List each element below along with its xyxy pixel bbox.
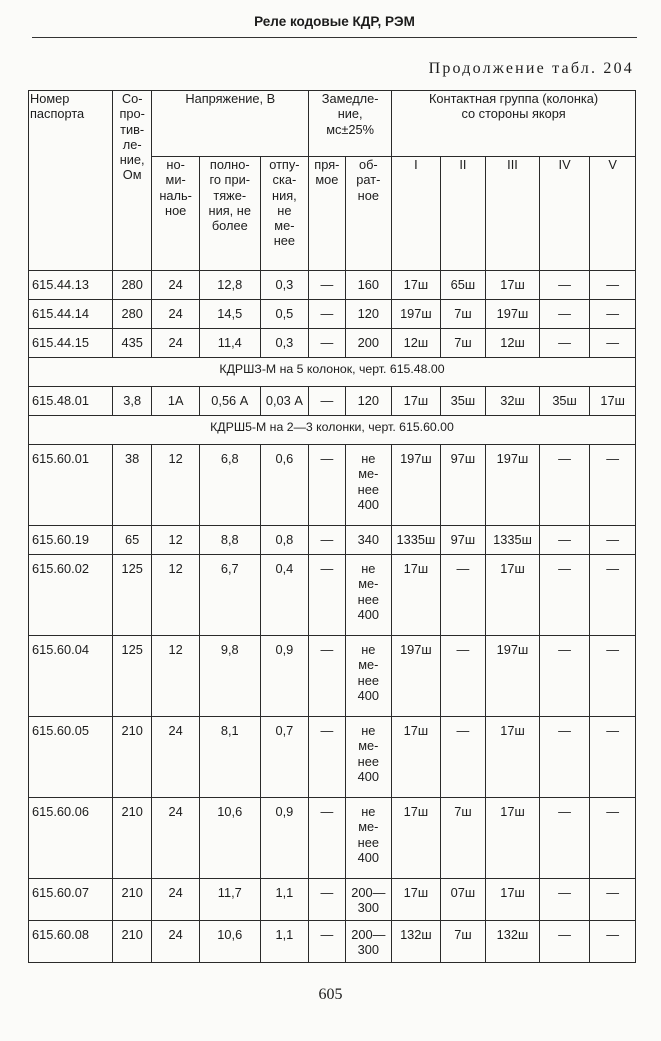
cell-contact-3: 17ш bbox=[486, 271, 540, 300]
table-row bbox=[29, 300, 636, 329]
cell-resistance: 435 bbox=[112, 329, 151, 358]
cell-delay-reverse bbox=[345, 879, 392, 921]
cell-voltage-nominal: 24 bbox=[152, 879, 200, 921]
col-header-resistance bbox=[112, 91, 151, 271]
cell-passport: 615.60.04 bbox=[29, 636, 113, 717]
cell-voltage-pickup: 8,8 bbox=[199, 526, 260, 555]
cell-passport: 615.48.01 bbox=[29, 387, 113, 416]
section-row bbox=[29, 416, 636, 445]
header-line: но- bbox=[166, 157, 185, 172]
cell-contact-3: 197ш bbox=[486, 300, 540, 329]
cell-contact-3: 17ш bbox=[486, 717, 540, 798]
cell-contact-4: — bbox=[539, 555, 590, 636]
cell-line: не bbox=[361, 642, 376, 657]
col-header-contact-2: II bbox=[440, 157, 486, 271]
header-line: мое bbox=[315, 172, 339, 188]
cell-contact-1: 197ш bbox=[392, 445, 441, 526]
cell-voltage-release: 0,03 А bbox=[260, 387, 309, 416]
cell-voltage-pickup: 14,5 bbox=[199, 300, 260, 329]
cell-voltage-nominal: 24 bbox=[152, 300, 200, 329]
cell-voltage-release: 0,4 bbox=[260, 555, 309, 636]
cell-voltage-pickup: 12,8 bbox=[199, 271, 260, 300]
table-row bbox=[29, 921, 636, 963]
table-continuation-label: Продолжение табл. 204 bbox=[428, 60, 634, 77]
cell-voltage-nominal: 24 bbox=[152, 271, 200, 300]
cell-passport: 615.60.02 bbox=[29, 555, 113, 636]
cell-voltage-pickup: 6,7 bbox=[199, 555, 260, 636]
col-header-contact-group bbox=[392, 91, 636, 157]
cell-line: нее bbox=[357, 753, 379, 769]
header-line: полно- bbox=[209, 157, 250, 172]
col-header-contact-3: III bbox=[486, 157, 540, 271]
cell-contact-4: — bbox=[539, 921, 590, 963]
cell-resistance: 38 bbox=[112, 445, 151, 526]
header-line: тяже- bbox=[213, 187, 247, 203]
page-header-title: Реле кодовые КДР, РЭМ bbox=[254, 14, 415, 29]
cell-delay-direct: — bbox=[309, 329, 345, 358]
header-line: ние, bbox=[337, 106, 363, 122]
cell-resistance: 125 bbox=[112, 555, 151, 636]
cell-voltage-release: 1,1 bbox=[260, 879, 309, 921]
header-line: ное bbox=[357, 187, 379, 203]
header-line: ния, bbox=[272, 187, 297, 203]
cell-resistance: 3,8 bbox=[112, 387, 151, 416]
cell-resistance: 210 bbox=[112, 798, 151, 879]
cell-contact-2: — bbox=[440, 636, 486, 717]
cell-delay-direct: — bbox=[309, 879, 345, 921]
cell-delay-reverse bbox=[345, 555, 392, 636]
cell-contact-1: 17ш bbox=[392, 798, 441, 879]
cell-contact-5: — bbox=[590, 300, 636, 329]
cell-delay-direct: — bbox=[309, 387, 345, 416]
cell-voltage-pickup: 10,6 bbox=[199, 798, 260, 879]
cell-contact-3: 12ш bbox=[486, 329, 540, 358]
cell-delay-direct: — bbox=[309, 798, 345, 879]
col-header-contact-5: V bbox=[590, 157, 636, 271]
cell-line: нее bbox=[357, 834, 379, 850]
cell-line: 300 bbox=[357, 900, 380, 916]
cell-delay-direct: — bbox=[309, 555, 345, 636]
cell-contact-1: 17ш bbox=[392, 879, 441, 921]
cell-contact-5: — bbox=[590, 921, 636, 963]
col-header-delay-direct bbox=[309, 157, 345, 271]
cell-passport: 615.60.19 bbox=[29, 526, 113, 555]
cell-passport: 615.60.07 bbox=[29, 879, 113, 921]
cell-voltage-pickup: 10,6 bbox=[199, 921, 260, 963]
cell-contact-1: 17ш bbox=[392, 717, 441, 798]
cell-voltage-nominal: 12 bbox=[152, 555, 200, 636]
table-row bbox=[29, 271, 636, 300]
cell-voltage-nominal: 24 bbox=[152, 921, 200, 963]
cell-voltage-nominal: 12 bbox=[152, 445, 200, 526]
cell-delay-direct: — bbox=[309, 300, 345, 329]
cell-contact-3: 17ш bbox=[486, 879, 540, 921]
header-line: об- bbox=[358, 157, 378, 172]
cell-voltage-pickup: 9,8 bbox=[199, 636, 260, 717]
col-header-voltage-pickup bbox=[199, 157, 260, 271]
cell-contact-2: 97ш bbox=[440, 445, 486, 526]
cell-voltage-pickup: 11,7 bbox=[199, 879, 260, 921]
cell-line: ме- bbox=[358, 738, 379, 754]
header-line: рат- bbox=[356, 172, 381, 188]
section-heading-kdrsh3: КДРШЗ-М на 5 колонок, черт. 615.48.00 bbox=[29, 358, 636, 387]
table-row bbox=[29, 798, 636, 879]
cell-voltage-release: 0,3 bbox=[260, 271, 309, 300]
cell-delay-direct: — bbox=[309, 921, 345, 963]
cell-contact-3: 132ш bbox=[486, 921, 540, 963]
cell-contact-4: — bbox=[539, 300, 590, 329]
table-row bbox=[29, 387, 636, 416]
col-header-delay bbox=[309, 91, 392, 157]
cell-delay-direct: — bbox=[309, 717, 345, 798]
col-header-contact-4: IV bbox=[539, 157, 590, 271]
header-line: не bbox=[277, 202, 292, 218]
cell-contact-3: 197ш bbox=[486, 445, 540, 526]
col-header-voltage-release bbox=[260, 157, 309, 271]
header-line: про- bbox=[119, 106, 145, 122]
cell-contact-5: — bbox=[590, 526, 636, 555]
table-row bbox=[29, 329, 636, 358]
cell-voltage-nominal: 24 bbox=[152, 798, 200, 879]
cell-contact-2: — bbox=[440, 555, 486, 636]
cell-voltage-release: 0,7 bbox=[260, 717, 309, 798]
cell-contact-1: 1335ш bbox=[392, 526, 441, 555]
cell-line: не bbox=[361, 451, 376, 466]
cell-delay-direct: — bbox=[309, 445, 345, 526]
cell-resistance: 210 bbox=[112, 921, 151, 963]
cell-delay-reverse bbox=[345, 717, 392, 798]
cell-contact-5: — bbox=[590, 329, 636, 358]
cell-contact-5: — bbox=[590, 271, 636, 300]
col-header-voltage: Напряжение, В bbox=[152, 91, 309, 157]
header-line: тив- bbox=[120, 121, 145, 137]
header-line: ния, не bbox=[208, 202, 251, 218]
header-line: наль- bbox=[159, 187, 192, 203]
cell-passport: 615.60.06 bbox=[29, 798, 113, 879]
cell-contact-1: 17ш bbox=[392, 387, 441, 416]
col-header-passport bbox=[29, 91, 113, 271]
cell-voltage-pickup: 0,56 А bbox=[199, 387, 260, 416]
cell-line: 200— bbox=[351, 927, 386, 942]
table-body-group-b bbox=[29, 387, 636, 416]
cell-delay-reverse bbox=[345, 271, 392, 300]
cell-resistance: 280 bbox=[112, 300, 151, 329]
cell-resistance: 65 bbox=[112, 526, 151, 555]
cell-contact-1: 197ш bbox=[392, 300, 441, 329]
cell-contact-4: — bbox=[539, 271, 590, 300]
header-line: ное bbox=[165, 202, 187, 218]
cell-contact-2: 35ш bbox=[440, 387, 486, 416]
cell-delay-reverse bbox=[345, 921, 392, 963]
header-line: мс±25% bbox=[326, 121, 375, 137]
table-row bbox=[29, 636, 636, 717]
cell-contact-5: — bbox=[590, 555, 636, 636]
cell-line: не bbox=[361, 561, 376, 576]
cell-contact-5: — bbox=[590, 798, 636, 879]
cell-delay-reverse bbox=[345, 445, 392, 526]
header-line: Со- bbox=[121, 91, 143, 106]
cell-contact-4: — bbox=[539, 717, 590, 798]
cell-resistance: 210 bbox=[112, 717, 151, 798]
header-line: более bbox=[211, 218, 248, 234]
cell-contact-3: 17ш bbox=[486, 555, 540, 636]
cell-contact-4: — bbox=[539, 329, 590, 358]
cell-passport: 615.44.15 bbox=[29, 329, 113, 358]
cell-voltage-release: 0,8 bbox=[260, 526, 309, 555]
cell-voltage-pickup: 6,8 bbox=[199, 445, 260, 526]
cell-contact-5: — bbox=[590, 445, 636, 526]
cell-contact-1: 17ш bbox=[392, 555, 441, 636]
cell-contact-1: 17ш bbox=[392, 271, 441, 300]
header-line: паспорта bbox=[30, 106, 85, 122]
header-line: со стороны якоря bbox=[461, 106, 566, 122]
cell-voltage-nominal: 12 bbox=[152, 526, 200, 555]
cell-voltage-release: 0,5 bbox=[260, 300, 309, 329]
cell-contact-2: 7ш bbox=[440, 300, 486, 329]
cell-line: 300 bbox=[357, 942, 380, 958]
cell-contact-5: 17ш bbox=[590, 387, 636, 416]
cell-contact-4: 35ш bbox=[539, 387, 590, 416]
table-row bbox=[29, 555, 636, 636]
cell-delay-direct: — bbox=[309, 526, 345, 555]
section-row-c-group bbox=[29, 416, 636, 445]
cell-line: 400 bbox=[357, 606, 380, 622]
cell-contact-1: 12ш bbox=[392, 329, 441, 358]
cell-contact-1: 132ш bbox=[392, 921, 441, 963]
col-header-voltage-nominal bbox=[152, 157, 200, 271]
cell-passport: 615.60.08 bbox=[29, 921, 113, 963]
header-line: нее bbox=[273, 233, 296, 249]
cell-contact-3: 1335ш bbox=[486, 526, 540, 555]
cell-contact-4: — bbox=[539, 526, 590, 555]
cell-line: нее bbox=[357, 672, 379, 688]
cell-delay-reverse bbox=[345, 329, 392, 358]
page-number: 605 bbox=[318, 986, 343, 1003]
cell-line: не bbox=[361, 723, 376, 738]
cell-delay-reverse bbox=[345, 300, 392, 329]
cell-voltage-nominal: 24 bbox=[152, 329, 200, 358]
header-line: ние, bbox=[119, 152, 145, 168]
header-line: ми- bbox=[165, 172, 186, 188]
header-line: пря- bbox=[314, 157, 340, 172]
cell-delay-direct: — bbox=[309, 271, 345, 300]
section-row-b-group bbox=[29, 358, 636, 387]
cell-line: 340 bbox=[357, 532, 380, 547]
cell-delay-reverse bbox=[345, 526, 392, 555]
header-rule bbox=[32, 37, 637, 38]
cell-voltage-release: 0,3 bbox=[260, 329, 309, 358]
cell-voltage-release: 0,9 bbox=[260, 798, 309, 879]
table-row bbox=[29, 445, 636, 526]
cell-contact-4: — bbox=[539, 798, 590, 879]
col-header-delay-reverse bbox=[345, 157, 392, 271]
table-body-group-c bbox=[29, 445, 636, 963]
section-heading-kdrsh5: КДРШ5-М на 2—3 колонки, черт. 615.60.00 bbox=[29, 416, 636, 445]
cell-delay-reverse bbox=[345, 387, 392, 416]
cell-passport: 615.60.01 bbox=[29, 445, 113, 526]
cell-contact-2: 7ш bbox=[440, 798, 486, 879]
cell-contact-5: — bbox=[590, 636, 636, 717]
cell-delay-reverse bbox=[345, 798, 392, 879]
cell-contact-2: 65ш bbox=[440, 271, 486, 300]
cell-contact-2: 97ш bbox=[440, 526, 486, 555]
cell-line: нее bbox=[357, 481, 379, 497]
header-line: Номер bbox=[30, 91, 70, 106]
cell-line: не bbox=[361, 804, 376, 819]
cell-line: 160 bbox=[357, 277, 380, 292]
cell-passport: 615.44.14 bbox=[29, 300, 113, 329]
table-body-group-a bbox=[29, 271, 636, 358]
cell-line: ме- bbox=[358, 466, 379, 482]
cell-line: ме- bbox=[358, 576, 379, 592]
cell-voltage-release: 1,1 bbox=[260, 921, 309, 963]
cell-line: ме- bbox=[358, 819, 379, 835]
cell-contact-2: 7ш bbox=[440, 921, 486, 963]
cell-passport: 615.60.05 bbox=[29, 717, 113, 798]
cell-resistance: 280 bbox=[112, 271, 151, 300]
cell-voltage-nominal: 1А bbox=[152, 387, 200, 416]
cell-passport: 615.44.13 bbox=[29, 271, 113, 300]
header-line: отпу- bbox=[269, 157, 300, 172]
header-line: Замедле- bbox=[321, 91, 379, 106]
cell-contact-4: — bbox=[539, 445, 590, 526]
cell-delay-direct: — bbox=[309, 636, 345, 717]
cell-resistance: 210 bbox=[112, 879, 151, 921]
cell-line: 400 bbox=[357, 687, 380, 703]
cell-voltage-release: 0,6 bbox=[260, 445, 309, 526]
header-line: Ом bbox=[122, 167, 142, 183]
table-row bbox=[29, 717, 636, 798]
cell-line: 200— bbox=[351, 885, 386, 900]
cell-contact-3: 17ш bbox=[486, 798, 540, 879]
cell-contact-2: 7ш bbox=[440, 329, 486, 358]
cell-line: ме- bbox=[358, 657, 379, 673]
cell-voltage-pickup: 11,4 bbox=[199, 329, 260, 358]
header-line: ле- bbox=[122, 136, 142, 152]
cell-contact-2: 07ш bbox=[440, 879, 486, 921]
cell-line: 120 bbox=[357, 306, 380, 321]
header-line: Контактная группа (колонка) bbox=[428, 91, 599, 106]
cell-contact-2: — bbox=[440, 717, 486, 798]
cell-line: 400 bbox=[357, 496, 380, 512]
table-row bbox=[29, 526, 636, 555]
header-line: ме- bbox=[274, 218, 295, 234]
cell-line: 400 bbox=[357, 768, 380, 784]
cell-voltage-nominal: 24 bbox=[152, 717, 200, 798]
col-header-contact-1: I bbox=[392, 157, 441, 271]
table-row bbox=[29, 879, 636, 921]
cell-contact-4: — bbox=[539, 879, 590, 921]
cell-line: 400 bbox=[357, 849, 380, 865]
cell-delay-reverse bbox=[345, 636, 392, 717]
header-row-1 bbox=[29, 91, 636, 157]
section-row bbox=[29, 358, 636, 387]
cell-resistance: 125 bbox=[112, 636, 151, 717]
cell-contact-5: — bbox=[590, 717, 636, 798]
relay-data-table bbox=[28, 90, 636, 963]
cell-line: 200 bbox=[357, 335, 380, 350]
cell-contact-3: 32ш bbox=[486, 387, 540, 416]
cell-voltage-release: 0,9 bbox=[260, 636, 309, 717]
cell-voltage-nominal: 12 bbox=[152, 636, 200, 717]
cell-contact-4: — bbox=[539, 636, 590, 717]
header-line: ска- bbox=[272, 172, 297, 188]
cell-line: нее bbox=[357, 591, 379, 607]
cell-voltage-pickup: 8,1 bbox=[199, 717, 260, 798]
header-line: го при- bbox=[209, 172, 251, 188]
cell-contact-1: 197ш bbox=[392, 636, 441, 717]
cell-contact-5: — bbox=[590, 879, 636, 921]
cell-contact-3: 197ш bbox=[486, 636, 540, 717]
cell-line: 120 bbox=[357, 393, 380, 408]
